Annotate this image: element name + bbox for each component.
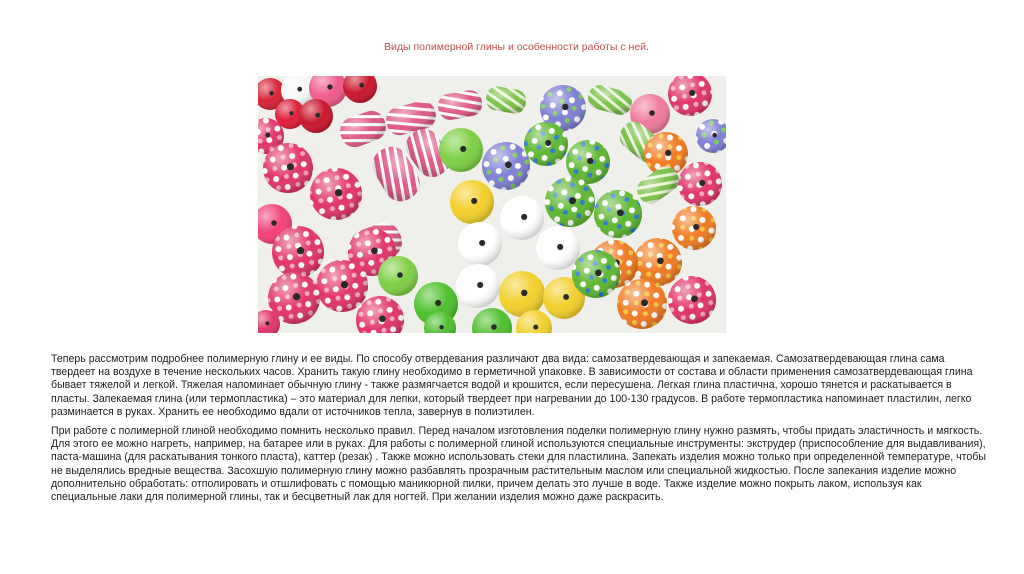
body-text [51,353,989,510]
bead-hole [641,299,648,306]
bead-hole [562,104,568,110]
bead-hole [315,113,320,118]
bead-hole [477,282,483,288]
bead-hole [397,272,403,278]
bead-hole [435,300,441,306]
bead-hole [557,244,563,250]
bead-hole [341,281,348,288]
bead-hole [265,133,270,138]
beads-illustration [258,76,726,333]
bead-hole [471,198,477,204]
bead-hole [293,293,300,300]
bead-hole [691,295,698,302]
bead-hole [287,163,294,170]
bead-hole [693,224,699,230]
bead-hole [545,140,551,146]
bead-hole [712,133,717,138]
bead-hole [569,197,576,204]
bead-hole [505,161,512,168]
bead-hole [335,189,342,196]
bead-hole [617,209,624,216]
bead-hole [665,150,671,156]
bead-hole [587,158,593,164]
bead-hole [460,146,466,152]
bead-hole [439,325,443,329]
bead-hole [297,247,304,254]
bead-hole [297,87,302,92]
bead-hole [289,111,293,115]
bead-hole [491,324,497,330]
bead-hole [689,90,695,96]
bead-hole [521,214,527,220]
bead-hole [379,315,386,322]
bead-hole [563,294,569,300]
bead-hole [371,247,378,254]
bead-hole [649,110,655,116]
bead-hole [271,220,277,226]
bead-hole [269,91,273,95]
bead-hole [359,83,364,88]
paragraph-rules: При работе с полимерной глиной необходимо помнить несколько правил. Перед началом изготовления поделки полимерную глину нужно размять, чтобы придать эластичность и мягкость. Для этого ее можно нагреть, например, на батарее или в руках. Для работы с полимерной глиной используются специальные инструменты: экструдер (приспособление для выдавливания), паста-машина (для раскатывания тонкого пласта), каттер (резак) . Также можно использовать стеки для пластилина. Запекать изделия можно только при определенной температуре, чтобы не выделялись вредные вещества. Засохшую полимерную глину можно разбавлять прозрачным растительным маслом или специальной жидкостью. После запекания изделие можно дополнительно обработать: отполировать и отшлифовать с помощью маникюрной пилки, причем делать это лучше в воде. Также изделие можно покрыть лаком, используя как специальные лаки для полимерной глины, так и бесцветный лак для ногтей. При желании изделия можно даже раскрасить. [51,425,986,504]
bead-hole [327,84,332,89]
beads-photo [258,76,726,333]
slide-title: Виды полимерной глины и особенности работы с ней. [384,41,649,53]
bead-hole [657,257,664,264]
bead-hole [595,269,602,276]
bead-hole [533,325,538,330]
bead-hole [521,290,527,296]
bead-hole [479,240,485,246]
paragraph-types: Теперь рассмотрим подробнее полимерную глину и ее виды. По способу отвердевания различают два вида: самозатвердевающая и запекаемая. Самозатвердевающая глина сама твердеет на воздухе в течение нескольких часов. Хранить такую глину необходимо в герметичной упаковке. В зависимости от состава и области применения самозатвердевающая глина бывает тяжелой и легкой. Тяжелая напоминает обычную глину - также размягчается водой и крошится, если пересушена. Легкая глина пластична, хорошо тянется и раскатывается в пласты. Запекаемая глина (или термопластика) – это материал для лепки, который твердеет при нагревании до 100-130 градусов. В работе термопластика напоминает пластилин, легко разминается в руках. Хранить ее необходимо вдали от источников тепла, завернув в полиэтилен. [51,353,973,418]
bead-hole [265,321,269,325]
bead-hole [699,180,705,186]
